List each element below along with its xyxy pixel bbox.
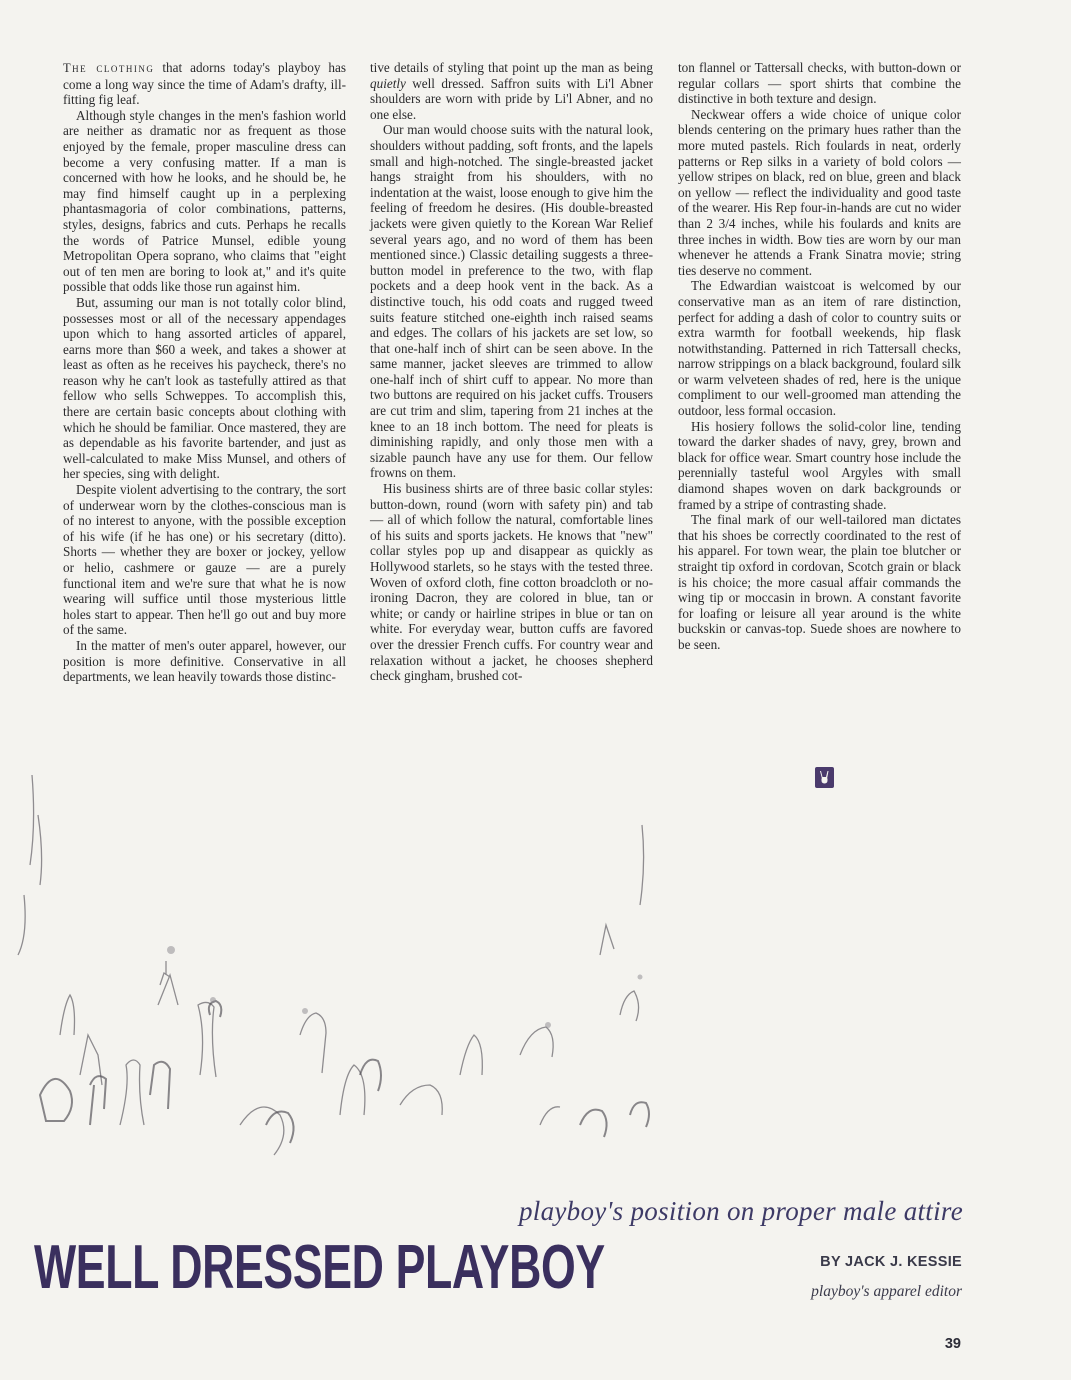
page-number: 39 xyxy=(944,1336,961,1352)
lead-in: The clothing xyxy=(63,61,155,75)
emphasis: quietly xyxy=(370,75,406,91)
paragraph: Despite violent advertising to the contrary, the sort of underwear worn by the clothes-conscious man is of no interest to anyone, with the possible exception of his wife (if he has one) or his secretary (ditto). Shorts — whether they are boxer or jockey, yellow or helio, cashmere or gauze — are a purely functional item and we're sure that what he is now wearing will suffice until those mysterious little holes start to appear. Then he'll go out and buy more of the same. xyxy=(63,482,346,638)
sketch-illustration xyxy=(0,655,680,1195)
article-column-2 xyxy=(370,60,653,684)
paragraph: Neckwear offers a wide choice of unique color blends centering on the primary hues rather than the more muted pastels. Rich foulards in neat, orderly patterns or Rep silks in a variety of bold colors — yellow stripes on black, red on blue, green and black on yellow — reflect the individuality and good taste of the wearer. His Rep four-in-hands are cut no wider than 2 3/4 inches, while his foulards and knits are three inches in width. Bow ties are worn by our man whenever he attends a Frank Sinatra movie; string ties deserve no comment. xyxy=(678,106,961,278)
byline-role: playboy's apparel editor xyxy=(811,1283,962,1300)
byline: BY JACK J. KESSIE xyxy=(820,1254,962,1270)
paragraph: ton flannel or Tattersall checks, with button-down or regular collars — sport shirts that combine the distinctive in both texture and design. xyxy=(678,60,961,107)
paragraph: The final mark of our well-tailored man dictates that his shoes be correctly coordinated to the rest of his apparel. For town wear, the plain toe blutcher or straight tip oxford in cordovan, Scotch grain or black is his choice; the more casual affair commands the wing tip or moccasin in brown. A constant favorite for loafing or leisure all year around is the white buckskin or canvas-top. Suede shoes are nowhere to be seen. xyxy=(678,512,961,652)
end-mark-icon xyxy=(815,767,834,788)
paragraph: Our man would choose suits with the natural look, shoulders without padding, soft fronts, and the lapels small and high-notched. The single-breasted jacket hangs straight from his shoulders, with no indentation at the waist, loose enough to give him the feeling of freedom he desires. (His double-breasted jackets were given quietly to the Korean War Relief several years ago, and no word of them has been mentioned since.) Classic detailing suggests a three-button model in preference to the two, with flap pockets and a deep hook vent in the back. As a distinctive touch, his odd coats and rugged tweed suits feature stitched one-eighth inch raised seams and edges. The collars of his jackets are set low, so that one-half inch of shirt can be seen above. In the same manner, jacket sleeves are trimmed to allow one-half inch of shirt cuff to appear. No more than two buttons are required on his jacket cuffs. Trousers are cut trim and slim, tapering from 21 inches at the knee to an 18 inch bottom. The need for pleats is diminishing rapidly, and only those men with a sizable paunch have any use for them. Our fellow frowns on them. xyxy=(370,122,653,481)
paragraph: tive details of styling that point up the man as being quietly well dressed. Saffron suits with Li'l Abner shoulders are worn with pride by Li'l Abner, and no one else. xyxy=(370,60,653,122)
paragraph: The clothing that adorns today's playboy has come a long way since the time of Adam's drafty, ill-fitting fig leaf. xyxy=(63,60,346,108)
paragraph: But, assuming our man is not totally color blind, possesses most or all of the necessary appendages upon which to hang assorted articles of apparel, earns more than $60 a week, and takes a shower at least as often as he receives his paycheck, there's no reason why he can't look as tastefully attired as that fellow who sells Schweppes. To accomplish this, there are certain basic concepts about clothing with which he should be familiar. Once mastered, they are as dependable as his favorite bartender, and just as well-calculated to make Miss Munsel, and others of her species, sing with delight. xyxy=(63,294,346,482)
paragraph: Although style changes in the men's fashion world are neither as dramatic nor as frequent as those enjoyed by the female, proper masculine dress can become a very confusing matter. If a man is concerned with how he looks, and he should be, he may find himself caught up in a perplexing phantasmagoria of color combinations, patterns, styles, designs, fabrics and cuts. Perhaps he recalls the words of Patrice Munsel, edible young Metropolitan Opera soprano, who claims that "eight out of ten men are boring to look at," and it's quite possible that odds like those run against him. xyxy=(63,107,346,295)
article-column-3 xyxy=(678,60,961,653)
paragraph: In the matter of men's outer apparel, however, our position is more definitive. Conservative in all departments, we lean heavily towards those distinc- xyxy=(63,637,346,685)
article-subtitle: playboy's position on proper male attire xyxy=(519,1196,963,1226)
paragraph: His hosiery follows the solid-color line, tending toward the darker shades of navy, grey, brown and black for office wear. Smart country hose include the perennially tasteful wool Argyles with small diamond shapes woven on dark backgrounds or framed by a stripe of contrasting shade. xyxy=(678,418,961,512)
paragraph: His business shirts are of three basic collar styles: button-down, round (worn with safety pin) and tab — all of which follow the natural, comfortable lines of his suits and sports jackets. He knows that "new" collar styles pop up and disappear as quickly as Hollywood starlets, so he stays with the tested three. Woven of oxford cloth, fine cotton broadcloth or no-ironing Dacron, they are colored in blue, tan or white; or candy or hairline stripes in blue or tan on white. For everyday wear, button cuffs are favored over the dressier French cuffs. For country wear and relaxation without a jacket, he chooses shepherd check gingham, brushed cot- xyxy=(370,481,653,684)
paragraph: The Edwardian waistcoat is welcomed by our conservative man as an item of rare distinction, perfect for adding a dash of color to country suits or extra warmth for football weekends, hip flask notwithstanding. Patterned in rich Tattersall checks, narrow strippings on a black background, foulard silk or warm velveteen shades of red, here is the unique compliment to our well-groomed man attending the outdoor, less formal occasion. xyxy=(678,278,961,419)
article-headline: WELL DRESSED PLAYBOY xyxy=(34,1233,605,1302)
article-column-1 xyxy=(63,60,346,685)
